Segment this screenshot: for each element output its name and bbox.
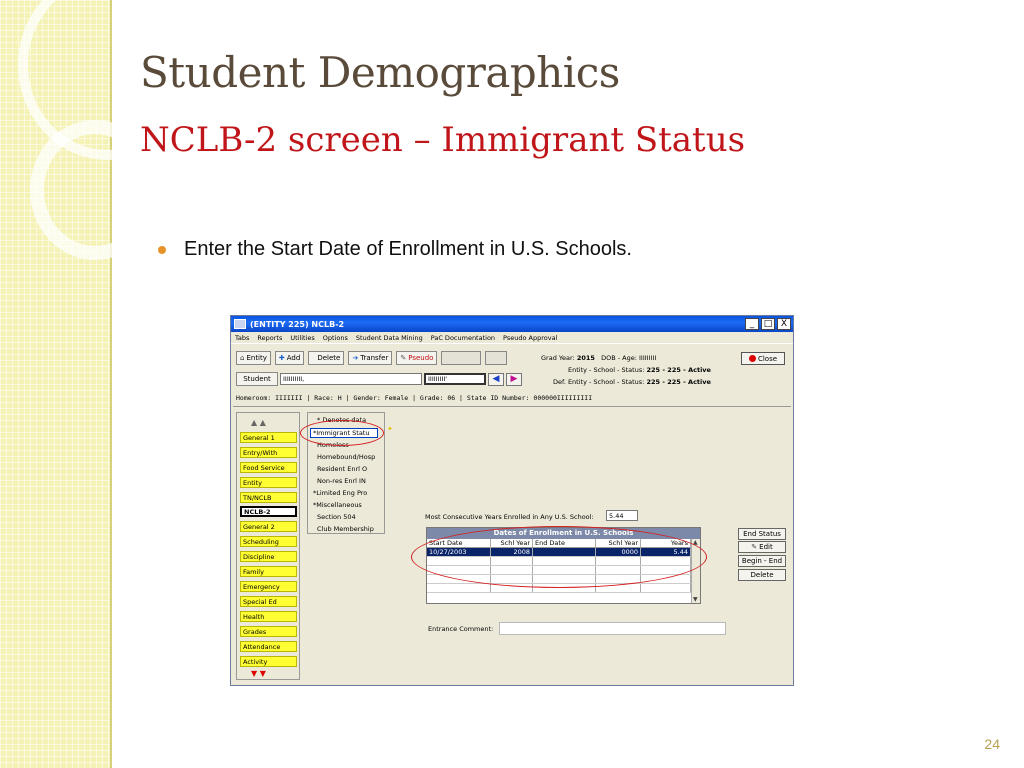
scroll-down-icon[interactable]: ▼ ▼ xyxy=(251,669,266,678)
nav-item-scheduling[interactable]: Scheduling xyxy=(240,536,297,547)
def-entity-status-info xyxy=(553,378,711,386)
scroll-up-icon[interactable]: ▲ ▲ xyxy=(251,418,266,427)
nav-item-discipline[interactable]: Discipline xyxy=(240,551,297,562)
pseudo-button-label: Pseudo xyxy=(408,354,434,362)
next-student-button[interactable] xyxy=(506,373,522,386)
bullet-icon xyxy=(158,246,166,254)
nav-item-activity[interactable]: Activity xyxy=(240,656,297,667)
cell-years: 5.44 xyxy=(641,548,691,556)
consecutive-years-label: Most Consecutive Years Enrolled in Any U.S. School: xyxy=(425,513,594,521)
subtab-homeless[interactable]: Homeless xyxy=(317,441,349,449)
minimize-button[interactable]: _ xyxy=(745,318,759,330)
scroll-down-arrow-icon[interactable]: ▼ xyxy=(693,596,698,603)
arrow-right-icon: ➔ xyxy=(352,354,359,362)
nav-item-tn-nclb[interactable]: TN/NCLB xyxy=(240,492,297,503)
maximize-button[interactable]: □ xyxy=(761,318,775,330)
menu-reports[interactable]: Reports xyxy=(257,333,283,342)
subtab-non-res-enrl[interactable]: Non-res Enrl IN xyxy=(317,477,366,485)
grad-year-info xyxy=(541,354,656,362)
entity-button[interactable] xyxy=(236,351,271,365)
menu-options[interactable]: Options xyxy=(322,333,348,342)
title-bar[interactable] xyxy=(231,316,793,332)
menu-bar xyxy=(231,332,793,344)
cell-start-date: 10/27/2003 xyxy=(427,548,491,556)
window-title: (ENTITY 225) NCLB-2 xyxy=(250,319,345,329)
nav-item-entity[interactable]: Entity xyxy=(240,477,297,488)
nav-item-family[interactable]: Family xyxy=(240,566,297,577)
nav-item-food-service[interactable]: Food Service xyxy=(240,462,297,473)
subtab-immigrant-status[interactable]: *Immigrant Statu xyxy=(310,428,378,438)
transfer-button-label: Transfer xyxy=(360,354,389,362)
menu-student-data-mining[interactable]: Student Data Mining xyxy=(355,333,423,342)
demographics-line: Homeroom: IIIIIII | Race: H | Gender: Female | Grade: 06 | State ID Number: 000000IIIIIIIII xyxy=(236,394,593,402)
def-status-value: 225 - 225 - Active xyxy=(646,378,711,386)
close-window-button[interactable]: X xyxy=(777,318,791,330)
def-status-label: Def. Entity - School - Status: xyxy=(553,378,645,386)
begin-end-button[interactable]: Begin - End xyxy=(738,555,786,567)
nav-item-attendance[interactable]: Attendance xyxy=(240,641,297,652)
add-button[interactable] xyxy=(275,351,304,365)
entity-button-label: Entity xyxy=(246,354,267,362)
highlight-oval xyxy=(411,526,707,588)
student-row xyxy=(236,372,522,386)
empty-toolbar-slot xyxy=(441,351,481,365)
red-dot-icon xyxy=(749,355,756,362)
grid-title-text: Dates of Enrollment in U.S. Schools xyxy=(493,529,634,537)
cell-schl-year-end: 0000 xyxy=(596,548,641,556)
col-years[interactable]: Years xyxy=(641,539,691,547)
col-schl-year-end[interactable]: Schl Year xyxy=(596,539,641,547)
pencil-icon: ✎ xyxy=(400,354,407,362)
delete-button[interactable] xyxy=(308,351,344,365)
menu-tabs[interactable]: Tabs xyxy=(235,333,250,342)
subtab-miscellaneous[interactable]: *Miscellaneous xyxy=(313,501,362,509)
toolbar xyxy=(236,351,507,365)
nav-item-grades[interactable]: Grades xyxy=(240,626,297,637)
slide-title: Student Demographics xyxy=(140,48,620,97)
student-id-field[interactable]: IIIIIIIII' xyxy=(424,373,486,385)
left-arrow-icon: ◀ xyxy=(492,374,500,384)
end-status-button[interactable]: End Status xyxy=(738,528,786,540)
subtab-limited-eng[interactable]: *Limited Eng Pro xyxy=(313,489,368,497)
app-window xyxy=(230,315,794,686)
menu-pseudo-approval[interactable]: Pseudo Approval xyxy=(503,333,558,342)
grad-year-label: Grad Year: xyxy=(541,354,575,362)
nav-item-nclb-2[interactable]: NCLB-2 xyxy=(240,506,297,517)
app-icon xyxy=(234,319,246,329)
plus-icon: ✚ xyxy=(278,354,285,362)
bullet-text: Enter the Start Date of Enrollment in U.S. Schools. xyxy=(184,238,632,260)
subtab-section-504[interactable]: Section 504 xyxy=(317,513,356,521)
grad-year-value: 2015 xyxy=(576,354,595,362)
right-arrow-icon: ▶ xyxy=(510,374,518,384)
student-button[interactable]: Student xyxy=(236,372,278,386)
add-button-label: Add xyxy=(286,354,301,362)
close-button-label: Close xyxy=(757,354,778,363)
subtab-club-membership[interactable]: Club Membership xyxy=(317,525,374,533)
consecutive-years-field[interactable]: 5.44 xyxy=(606,510,638,521)
entity-status-label: Entity - School - Status: xyxy=(568,366,645,374)
edit-pencil-icon: ✎ xyxy=(751,543,758,551)
delete-button-label: Delete xyxy=(317,354,341,362)
nav-item-special-ed[interactable]: Special Ed xyxy=(240,596,297,607)
nav-panel xyxy=(236,412,300,680)
bullet-point xyxy=(158,238,632,261)
col-end-date[interactable]: End Date xyxy=(533,539,596,547)
menu-pac-documentation[interactable]: PaC Documentation xyxy=(430,333,496,342)
nav-item-general-1[interactable]: General 1 xyxy=(240,432,297,443)
pseudo-button[interactable] xyxy=(396,351,437,365)
highlight-oval xyxy=(300,420,384,446)
nav-item-general-2[interactable]: General 2 xyxy=(240,521,297,532)
subtab-note: * Denotes data xyxy=(317,416,367,424)
col-schl-year-start[interactable]: Schl Year xyxy=(491,539,533,547)
nav-item-entry-with[interactable]: Entry/With xyxy=(240,447,297,458)
prev-student-button[interactable] xyxy=(488,373,504,386)
nav-item-emergency[interactable]: Emergency xyxy=(240,581,297,592)
cursor-icon: ✦ xyxy=(387,425,393,433)
nav-item-health[interactable]: Health xyxy=(240,611,297,622)
entrance-comment-field[interactable] xyxy=(499,622,726,635)
subtab-resident-enrl[interactable]: Resident Enrl O xyxy=(317,465,368,473)
edit-button-label: Edit xyxy=(759,543,773,551)
col-start-date[interactable]: Start Date xyxy=(427,539,491,547)
delete-row-button[interactable]: Delete xyxy=(738,569,786,581)
entity-status-info xyxy=(568,366,711,374)
cell-schl-year-start: 2008 xyxy=(491,548,533,556)
entity-status-value: 225 - 225 - Active xyxy=(646,366,711,374)
student-name-field[interactable]: IIIIIIIIII, xyxy=(280,373,422,385)
edit-button[interactable] xyxy=(738,541,786,553)
page-number: 24 xyxy=(984,736,1000,752)
empty-toolbar-slot xyxy=(485,351,507,365)
divider xyxy=(233,406,791,407)
close-button[interactable] xyxy=(741,352,785,365)
slide-subtitle: NCLB-2 screen – Immigrant Status xyxy=(140,120,746,160)
dob-label: DOB - Age: xyxy=(601,354,637,362)
menu-utilities[interactable]: Utilities xyxy=(290,333,315,342)
subtab-homebound[interactable]: Homebound/Hosp xyxy=(317,453,376,461)
dob-value: IIIIIIIII xyxy=(639,354,657,362)
entrance-comment-label: Entrance Comment: xyxy=(428,625,494,633)
transfer-button[interactable] xyxy=(348,351,392,365)
entity-icon: ⌂ xyxy=(240,354,245,362)
scroll-up-arrow-icon[interactable]: ▲ xyxy=(693,539,698,546)
